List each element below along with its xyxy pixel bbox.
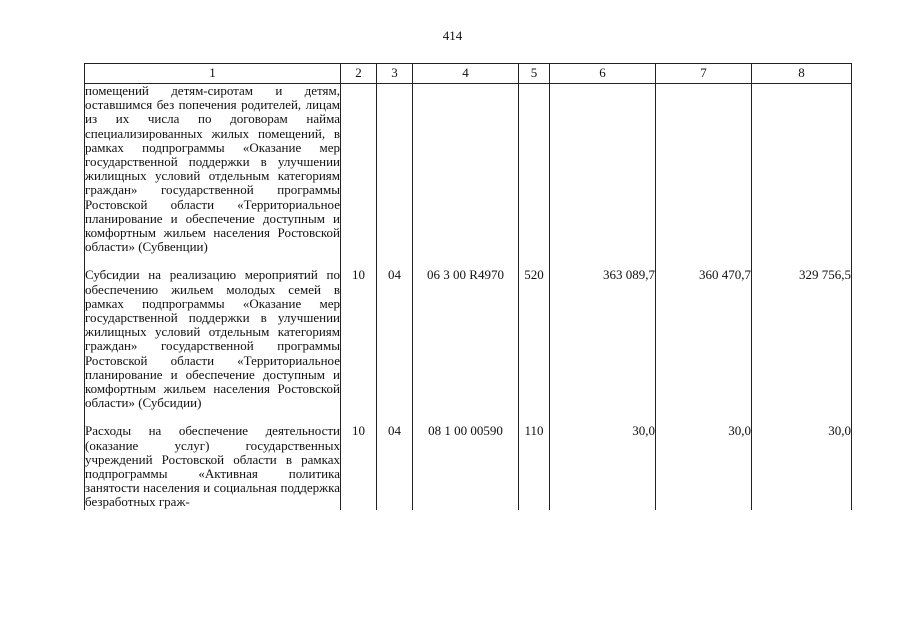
column-header: 4 bbox=[413, 64, 519, 84]
cell-sum-1: 363 089,7 bbox=[550, 268, 656, 410]
column-header: 1 bbox=[85, 64, 341, 84]
table-row bbox=[85, 84, 852, 255]
cell-vr bbox=[519, 84, 550, 255]
table-row bbox=[85, 424, 852, 509]
column-header: 8 bbox=[752, 64, 852, 84]
cell-sum-3: 329 756,5 bbox=[752, 268, 852, 410]
cell-csr bbox=[413, 84, 519, 255]
cell-csr: 08 1 00 00590 bbox=[413, 424, 519, 509]
row-description: помещений детям-сиротам и детям, оставшимся без попечения родителей, лицам из их числа по договорам найма специализированных жилых помещений, в рамках подпрограммы «Оказание мер государственной поддержки в улучшении жилищных условий отдельным категориям граждан» государственной программы Ростовской области «Территориальное планирование и обеспечение доступным и комфортным жильем населения Ростовской области» (Субвенции) bbox=[85, 83, 340, 255]
cell-sum-3: 30,0 bbox=[752, 424, 852, 509]
cell-rz: 10 bbox=[341, 268, 377, 410]
column-header: 2 bbox=[341, 64, 377, 84]
cell-sum-1 bbox=[550, 84, 656, 255]
cell-sum-2: 30,0 bbox=[656, 424, 752, 509]
cell-sum-1: 30,0 bbox=[550, 424, 656, 509]
cell-sum-2: 360 470,7 bbox=[656, 268, 752, 410]
cell-rz bbox=[341, 84, 377, 255]
row-description: Субсидии на реализацию мероприятий по обеспечению жильем молодых семей в рамках подпрограммы «Оказание мер государственной поддержки в улучшении жилищных условий отдельным категориям граждан» государственной программы Ростовской области «Территориальное планирование и обеспечение доступным и комфортным жильем населения Ростовской области» (Субсидии) bbox=[85, 267, 340, 411]
row-spacer bbox=[85, 254, 852, 268]
column-header: 5 bbox=[519, 64, 550, 84]
column-header: 3 bbox=[377, 64, 413, 84]
cell-sum-2 bbox=[656, 84, 752, 255]
cell-rz: 10 bbox=[341, 424, 377, 509]
cell-pr: 04 bbox=[377, 268, 413, 410]
table-header-row bbox=[85, 64, 852, 84]
cell-vr: 520 bbox=[519, 268, 550, 410]
cell-pr: 04 bbox=[377, 424, 413, 509]
row-spacer bbox=[85, 410, 852, 424]
column-header: 6 bbox=[550, 64, 656, 84]
cell-pr bbox=[377, 84, 413, 255]
row-description: Расходы на обеспечение деятельности (оказание услуг) государственных учреждений Ростовской области в рамках подпрограммы «Активная политика занятости населения и социальная поддержка безработных граж- bbox=[85, 423, 340, 510]
budget-table bbox=[84, 63, 852, 510]
page-number: 414 bbox=[442, 28, 463, 43]
cell-sum-3 bbox=[752, 84, 852, 255]
cell-csr: 06 3 00 R4970 bbox=[413, 268, 519, 410]
column-header: 7 bbox=[656, 64, 752, 84]
table-row bbox=[85, 268, 852, 410]
cell-vr: 110 bbox=[519, 424, 550, 509]
